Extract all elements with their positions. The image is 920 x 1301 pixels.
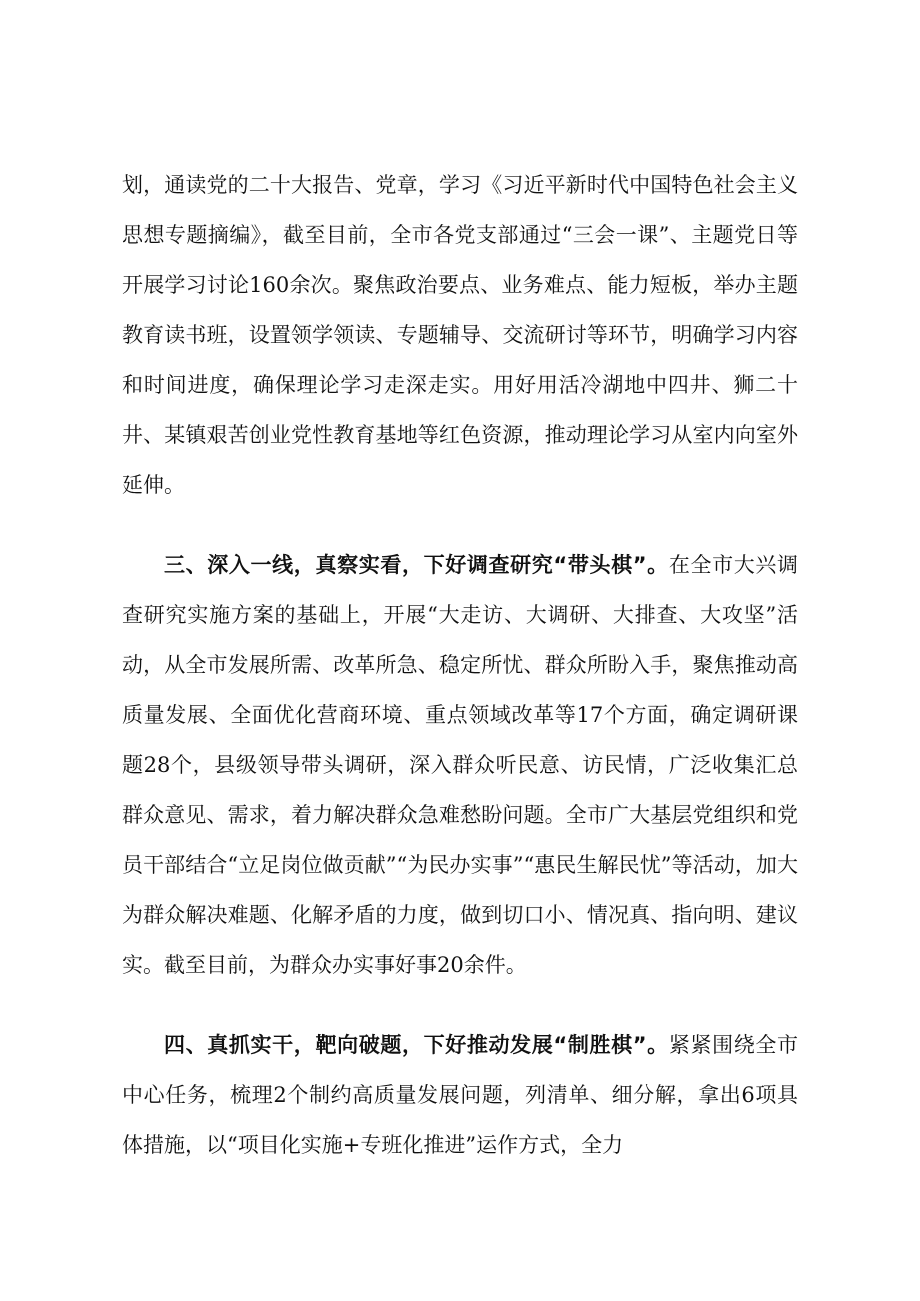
paragraph-body-text: 紧紧围绕全市中心任务，梳理2个制约高质量发展问题，列清单、细分解，拿出6项具体措施，以“项目化实施+专班化推进”运作方式，全力 xyxy=(122,1033,798,1157)
paragraph-section-three xyxy=(122,540,798,990)
paragraph-gap xyxy=(122,510,798,540)
paragraph-gap xyxy=(122,990,798,1020)
section-heading-three: 三、深入一线，真察实看，下好调查研究“带头棋”。 xyxy=(164,553,669,577)
paragraph-theory-study xyxy=(122,160,798,510)
section-heading-four: 四、真抓实干，靶向破题，下好推动发展“制胜棋”。 xyxy=(164,1033,669,1057)
paragraph-body-text: 划，通读党的二十大报告、党章，学习《习近平新时代中国特色社会主义思想专题摘编》，截至目前，全市各党支部通过“三会一课”、主题党日等开展学习讨论160余次。聚焦政治要点、业务难点、能力短板，举办主题教育读书班，设置领学领读、专题辅导、交流研讨等环节，明确学习内容和时间进度，确保理论学习走深走实。用好用活冷湖地中四井、狮二十井、某镇艰苦创业党性教育基地等红色资源，推动理论学习从室内向室外延伸。 xyxy=(122,173,798,497)
paragraph-section-four xyxy=(122,1020,798,1170)
paragraph-body-text: 在全市大兴调查研究实施方案的基础上，开展“大走访、大调研、大排查、大攻坚”活动，从全市发展所需、改革所急、稳定所忧、群众所盼入手，聚焦推动高质量发展、全面优化营商环境、重点领域改革等17个方面，确定调研课题28个，县级领导带头调研，深入群众听民意、访民情，广泛收集汇总群众意见、需求，着力解决群众急难愁盼问题。全市广大基层党组织和党员干部结合“立足岗位做贡献”“为民办实事”“惠民生解民忧”等活动，加大为群众解决难题、化解矛盾的力度，做到切口小、情况真、指向明、建议实。截至目前，为群众办实事好事20余件。 xyxy=(122,553,798,977)
document-body xyxy=(122,160,798,1170)
